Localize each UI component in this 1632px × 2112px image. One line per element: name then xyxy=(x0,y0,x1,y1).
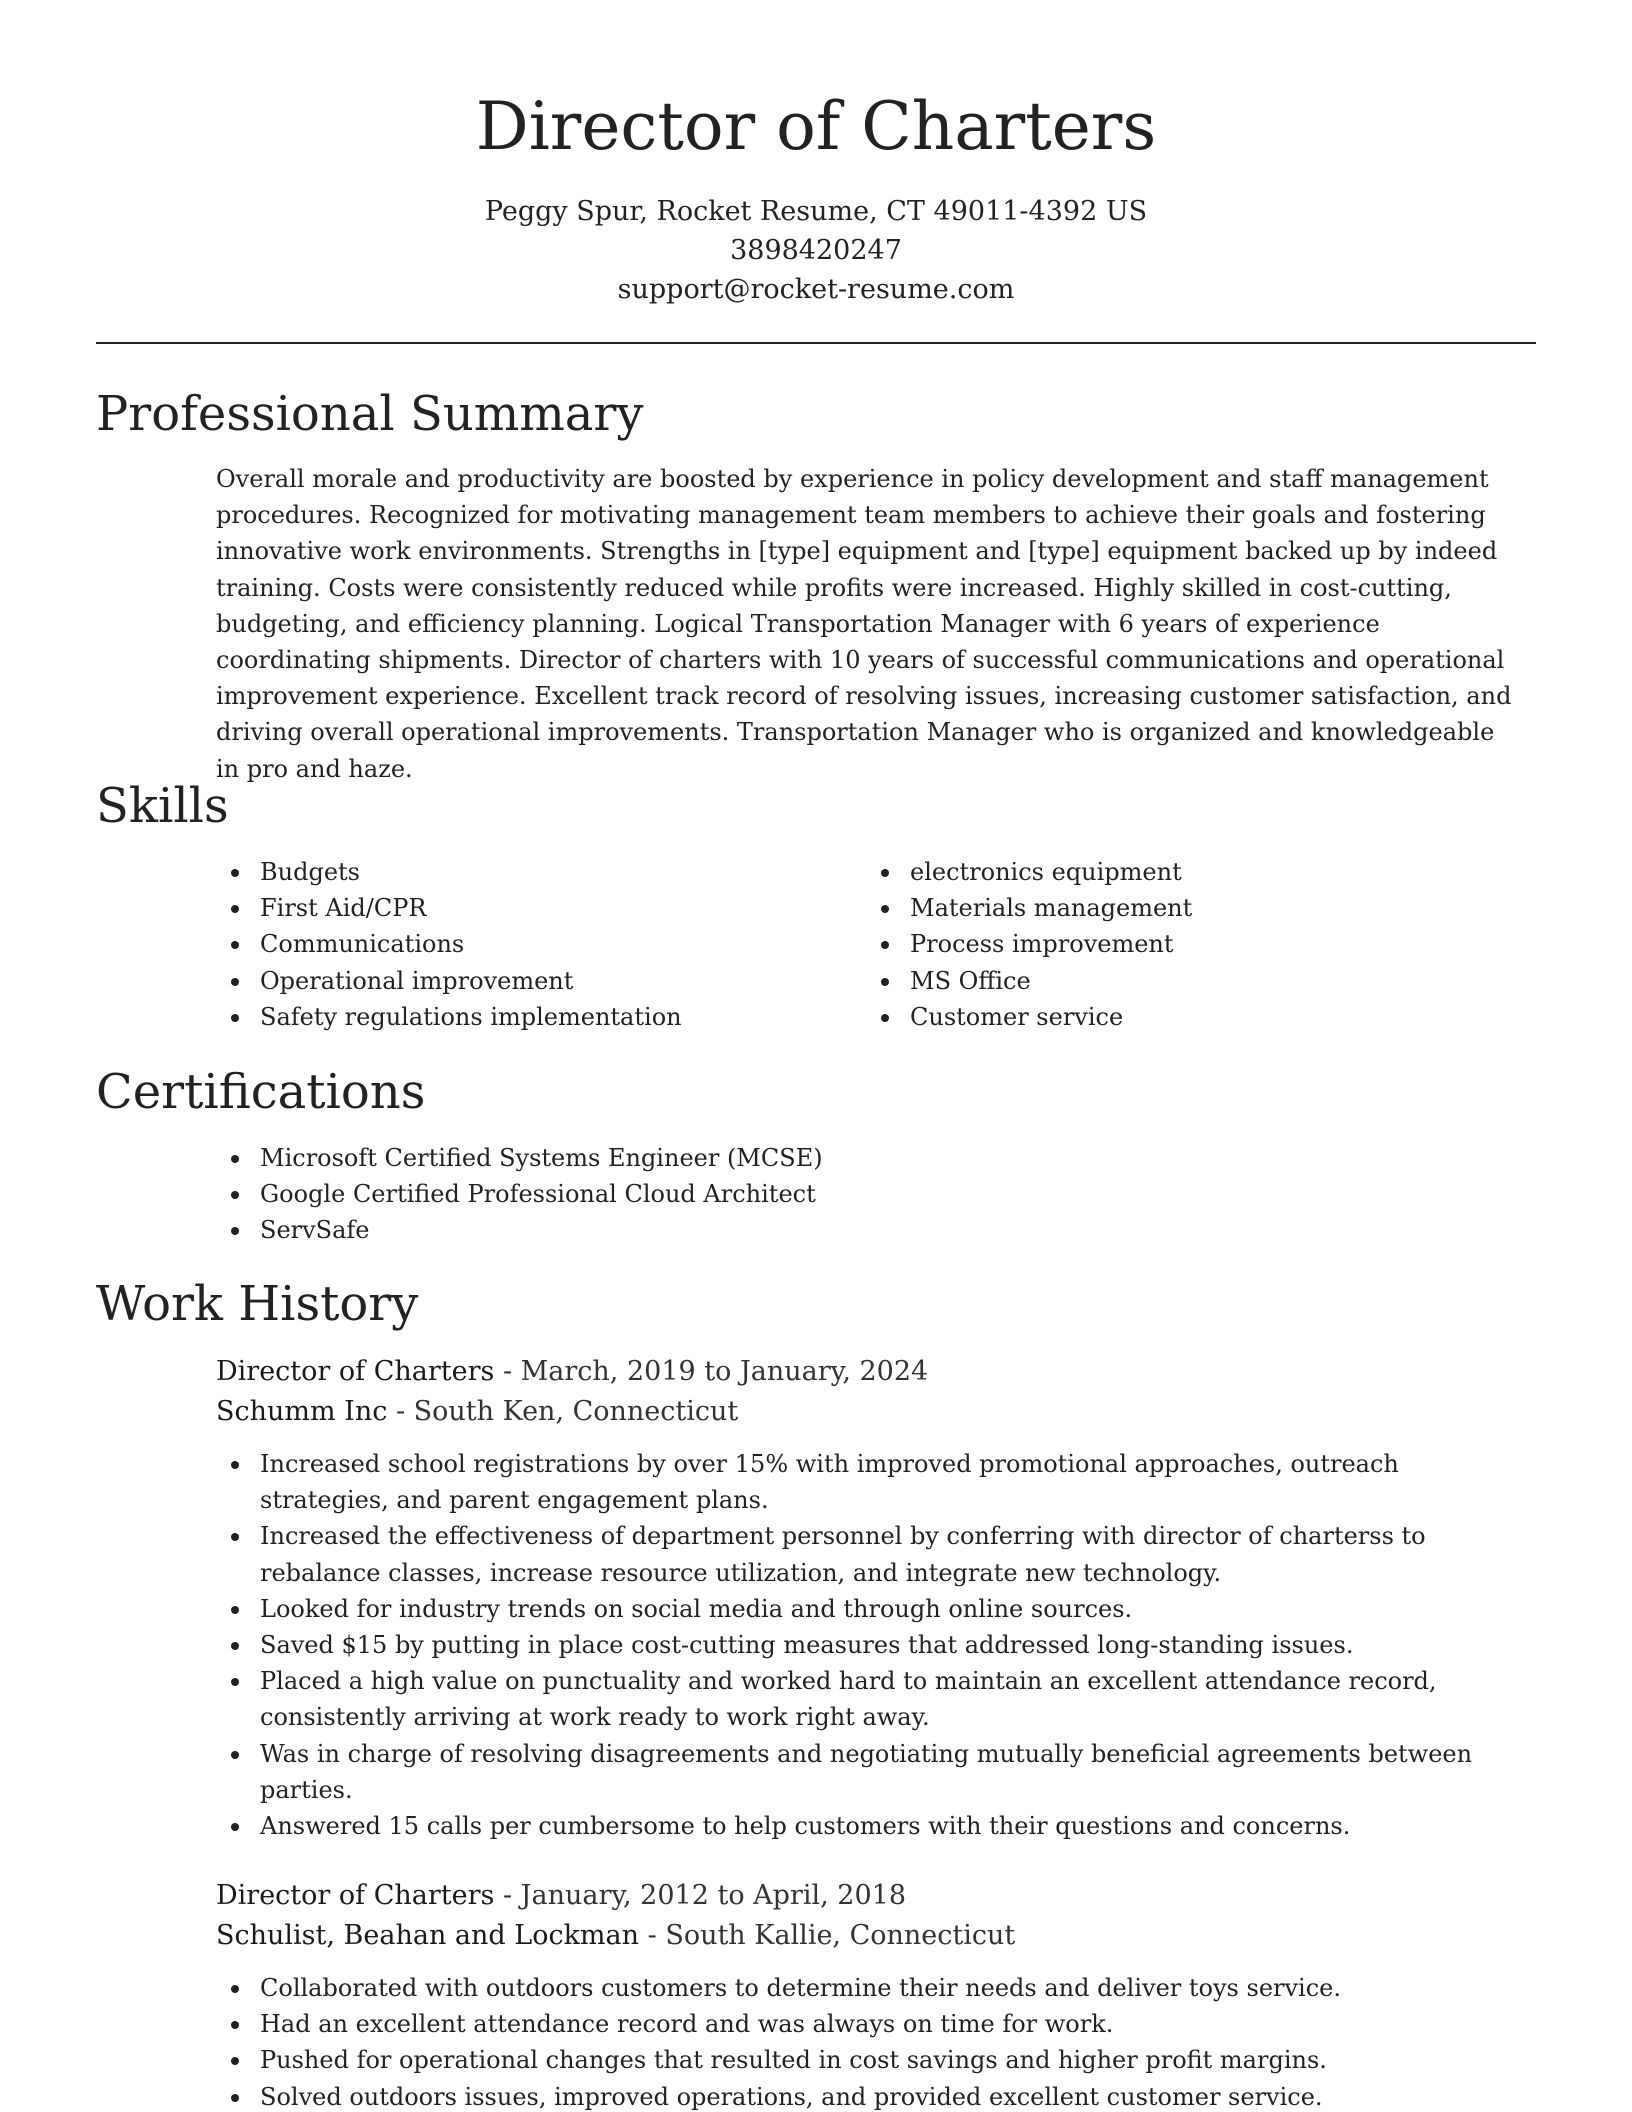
job-location: - South Kallie, Connecticut xyxy=(639,1920,1016,1951)
certifications-list xyxy=(216,1140,1516,1249)
job-company: Schumm Inc xyxy=(216,1396,388,1427)
skill-item: Process improvement xyxy=(866,926,1506,962)
contact-email: support@rocket-resume.com xyxy=(617,274,1015,305)
job-role-line xyxy=(216,1876,1536,1916)
contact-phone: 3898420247 xyxy=(730,235,902,266)
job-duty-item: Saved $15 by putting in place cost-cutting measures that addressed long-standing issues. xyxy=(216,1627,1536,1663)
job-entry xyxy=(216,1352,1536,1844)
job-entry xyxy=(216,1876,1536,2112)
work-history-heading: Work History xyxy=(96,1276,419,1332)
skill-item: Materials management xyxy=(866,890,1506,926)
job-duty-item: Collaborated with outdoors customers to determine their needs and deliver toys service. xyxy=(216,1970,1536,2006)
job-duty-item: Pushed for operational changes that resulted in cost savings and higher profit margins. xyxy=(216,2042,1536,2078)
job-duty-item: Answered 15 calls per cumbersome to help customers with their questions and concerns. xyxy=(216,1808,1536,1844)
candidate-title: Director of Charters xyxy=(475,88,1157,165)
job-duties-list xyxy=(216,1970,1536,2112)
skills-column-right xyxy=(866,854,1506,1035)
job-dates: - March, 2019 to January, 2024 xyxy=(494,1356,929,1387)
skills-heading: Skills xyxy=(96,778,229,834)
skill-item: Operational improvement xyxy=(216,963,856,999)
job-duty-item: Increased school registrations by over 15% with improved promotional approaches, outreach strategies, and parent engagement plans. xyxy=(216,1446,1536,1518)
header-divider xyxy=(96,342,1536,344)
skill-item: electronics equipment xyxy=(866,854,1506,890)
certification-item: ServSafe xyxy=(216,1212,1516,1248)
skill-item: Budgets xyxy=(216,854,856,890)
job-duty-item: Solved outdoors issues, improved operations, and provided excellent customer service. xyxy=(216,2079,1536,2112)
job-role-line xyxy=(216,1352,1536,1392)
skill-item: Customer service xyxy=(866,999,1506,1035)
skills-column-left xyxy=(216,854,856,1035)
job-duty-item: Looked for industry trends on social media and through online sources. xyxy=(216,1591,1536,1627)
job-role: Director of Charters xyxy=(216,1880,495,1911)
summary-text: Overall morale and productivity are boosted by experience in policy development and staff management procedures. Recognized for motivating management team members to achieve their goals and fostering innovative work environments. Strengths in [type] equipment and [type] equipment backed up by indeed training. Costs were consistently reduced while profits were increased. Highly skilled in cost-cutting, budgeting, and efficiency planning. Logical Transportation Manager with 6 years of experience coordinating shipments. Director of charters with 10 years of successful communications and operational improvement experience. Excellent track record of resolving issues, increasing customer satisfaction, and driving overall operational improvements. Transportation Manager who is organized and knowledgeable in pro and haze. xyxy=(216,465,1512,783)
skill-item: MS Office xyxy=(866,963,1506,999)
skill-item: First Aid/CPR xyxy=(216,890,856,926)
job-duty-item: Placed a high value on punctuality and worked hard to maintain an excellent attendance record, consistently arriving at work ready to work right away. xyxy=(216,1663,1536,1735)
job-dates: - January, 2012 to April, 2018 xyxy=(494,1880,907,1911)
job-company-line xyxy=(216,1392,1536,1432)
skill-item: Safety regulations implementation xyxy=(216,999,856,1035)
job-duty-item: Increased the effectiveness of department personnel by conferring with director of charterss to rebalance classes, increase resource utilization, and integrate new technology. xyxy=(216,1518,1536,1590)
job-role: Director of Charters xyxy=(216,1356,495,1387)
certification-item: Google Certified Professional Cloud Architect xyxy=(216,1176,1516,1212)
resume-header xyxy=(0,0,1632,309)
certifications-heading: Certifications xyxy=(96,1064,426,1120)
job-company-line xyxy=(216,1916,1536,1956)
job-company: Schulist, Beahan and Lockman xyxy=(216,1920,640,1951)
contact-address: Peggy Spur, Rocket Resume, CT 49011-4392 US xyxy=(484,196,1148,227)
job-duty-item: Had an excellent attendance record and was always on time for work. xyxy=(216,2006,1536,2042)
job-duties-list xyxy=(216,1446,1536,1844)
job-duty-item: Was in charge of resolving disagreements and negotiating mutually beneficial agreements between parties. xyxy=(216,1736,1536,1808)
skill-item: Communications xyxy=(216,926,856,962)
summary-heading: Professional Summary xyxy=(96,386,644,442)
job-location: - South Ken, Connecticut xyxy=(387,1396,739,1427)
certification-item: Microsoft Certified Systems Engineer (MCSE) xyxy=(216,1140,1516,1176)
